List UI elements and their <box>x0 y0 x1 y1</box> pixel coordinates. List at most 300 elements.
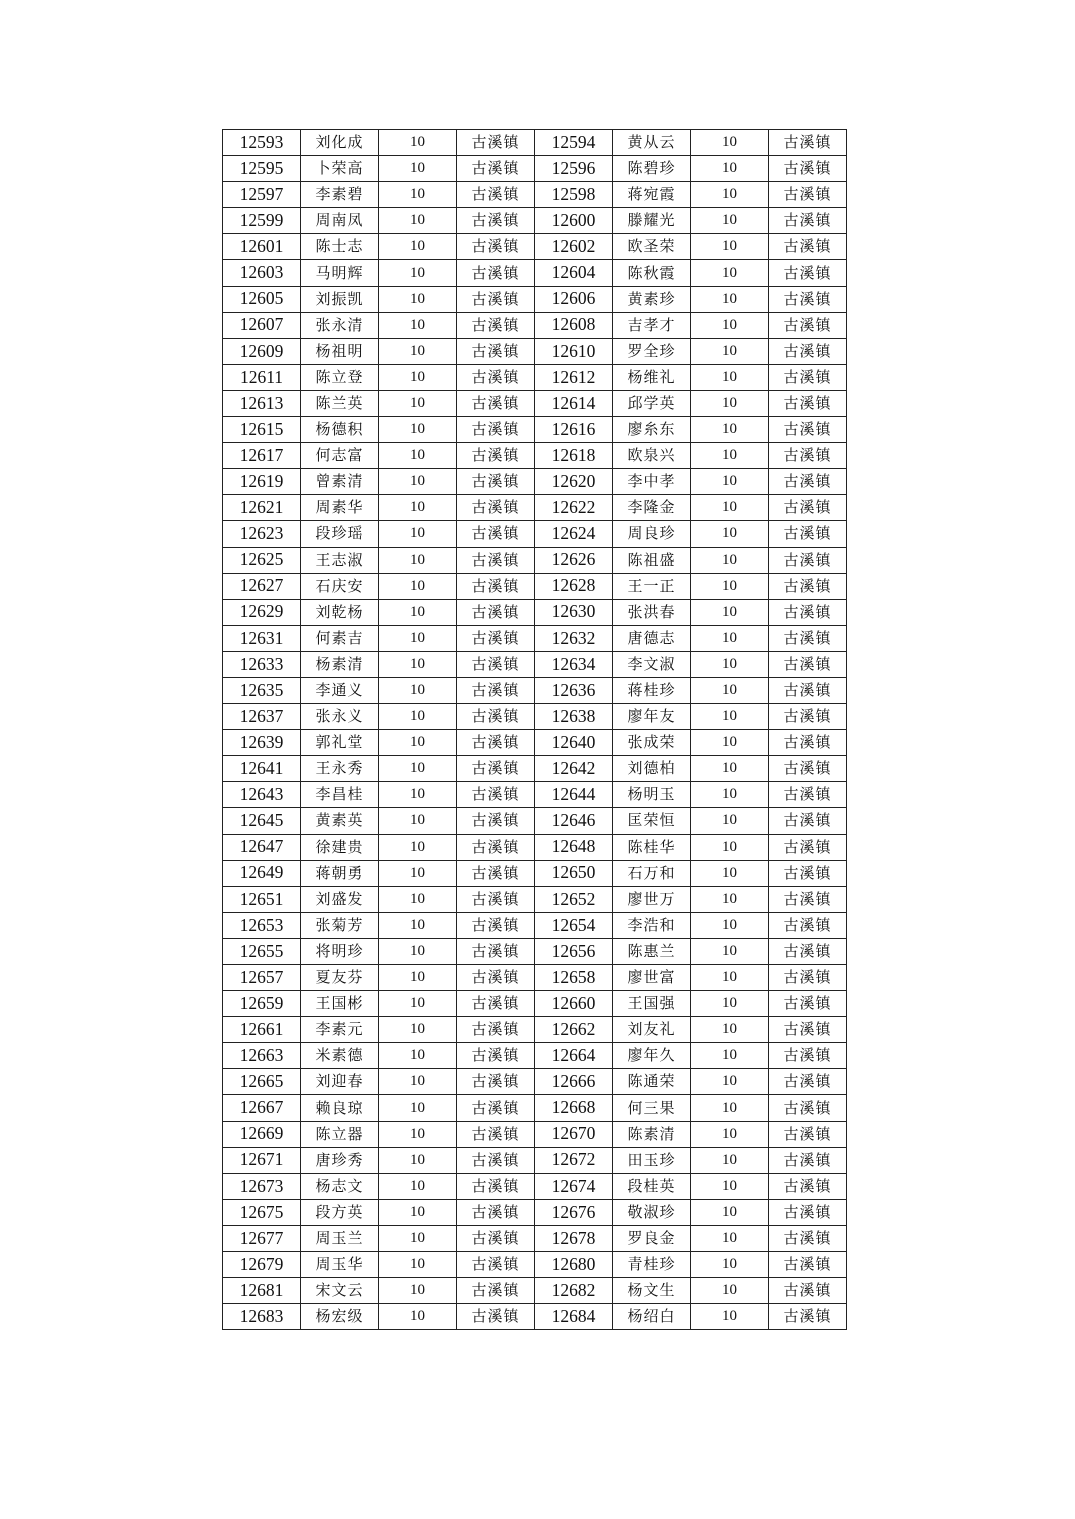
town-cell: 古溪镇 <box>457 547 535 573</box>
record-id-cell: 12597 <box>223 182 301 208</box>
amount-cell: 10 <box>379 1095 457 1121</box>
amount-cell: 10 <box>379 1121 457 1147</box>
record-id-cell: 12593 <box>223 130 301 156</box>
record-id-cell: 12645 <box>223 808 301 834</box>
amount-cell: 10 <box>379 182 457 208</box>
record-id-cell: 12622 <box>535 495 613 521</box>
table-row <box>223 1304 847 1330</box>
table-row <box>223 991 847 1017</box>
town-cell: 古溪镇 <box>769 1069 847 1095</box>
amount-cell: 10 <box>691 364 769 390</box>
town-cell: 古溪镇 <box>769 547 847 573</box>
record-id-cell: 12658 <box>535 965 613 991</box>
town-cell: 古溪镇 <box>769 390 847 416</box>
record-id-cell: 12619 <box>223 469 301 495</box>
table-row <box>223 756 847 782</box>
person-name-cell: 宋文云 <box>301 1278 379 1304</box>
amount-cell: 10 <box>379 704 457 730</box>
amount-cell: 10 <box>379 782 457 808</box>
town-cell: 古溪镇 <box>769 860 847 886</box>
record-id-cell: 12641 <box>223 756 301 782</box>
person-name-cell: 李素元 <box>301 1017 379 1043</box>
person-name-cell: 何素吉 <box>301 625 379 651</box>
person-name-cell: 匡荣恒 <box>613 808 691 834</box>
record-id-cell: 12673 <box>223 1173 301 1199</box>
person-name-cell: 滕耀光 <box>613 208 691 234</box>
person-name-cell: 陈秋霞 <box>613 260 691 286</box>
town-cell: 古溪镇 <box>457 730 535 756</box>
amount-cell: 10 <box>691 651 769 677</box>
person-name-cell: 杨德积 <box>301 417 379 443</box>
record-id-cell: 12606 <box>535 286 613 312</box>
record-id-cell: 12638 <box>535 704 613 730</box>
person-name-cell: 杨绍白 <box>613 1304 691 1330</box>
town-cell: 古溪镇 <box>457 782 535 808</box>
town-cell: 古溪镇 <box>457 1225 535 1251</box>
person-name-cell: 廖世万 <box>613 886 691 912</box>
town-cell: 古溪镇 <box>457 938 535 964</box>
town-cell: 古溪镇 <box>769 156 847 182</box>
town-cell: 古溪镇 <box>769 443 847 469</box>
table-row <box>223 782 847 808</box>
town-cell: 古溪镇 <box>457 808 535 834</box>
town-cell: 古溪镇 <box>457 234 535 260</box>
person-name-cell: 黄素英 <box>301 808 379 834</box>
amount-cell: 10 <box>379 938 457 964</box>
record-id-cell: 12600 <box>535 208 613 234</box>
town-cell: 古溪镇 <box>769 417 847 443</box>
table-row <box>223 260 847 286</box>
amount-cell: 10 <box>691 1225 769 1251</box>
town-cell: 古溪镇 <box>769 495 847 521</box>
record-id-cell: 12635 <box>223 677 301 703</box>
record-id-cell: 12682 <box>535 1278 613 1304</box>
town-cell: 古溪镇 <box>457 286 535 312</box>
town-cell: 古溪镇 <box>769 260 847 286</box>
person-name-cell: 杨明玉 <box>613 782 691 808</box>
amount-cell: 10 <box>691 338 769 364</box>
amount-cell: 10 <box>691 1173 769 1199</box>
person-name-cell: 廖糸东 <box>613 417 691 443</box>
town-cell: 古溪镇 <box>769 677 847 703</box>
amount-cell: 10 <box>691 808 769 834</box>
amount-cell: 10 <box>379 521 457 547</box>
amount-cell: 10 <box>691 417 769 443</box>
amount-cell: 10 <box>691 756 769 782</box>
amount-cell: 10 <box>691 991 769 1017</box>
amount-cell: 10 <box>691 1069 769 1095</box>
record-id-cell: 12630 <box>535 599 613 625</box>
amount-cell: 10 <box>691 312 769 338</box>
record-id-cell: 12640 <box>535 730 613 756</box>
record-id-cell: 12684 <box>535 1304 613 1330</box>
person-name-cell: 唐德志 <box>613 625 691 651</box>
record-id-cell: 12614 <box>535 390 613 416</box>
amount-cell: 10 <box>379 260 457 286</box>
town-cell: 古溪镇 <box>457 1043 535 1069</box>
person-name-cell: 刘迎春 <box>301 1069 379 1095</box>
record-id-cell: 12618 <box>535 443 613 469</box>
person-name-cell: 陈士志 <box>301 234 379 260</box>
person-name-cell: 石万和 <box>613 860 691 886</box>
town-cell: 古溪镇 <box>769 469 847 495</box>
amount-cell: 10 <box>691 938 769 964</box>
amount-cell: 10 <box>379 469 457 495</box>
person-name-cell: 廖世富 <box>613 965 691 991</box>
town-cell: 古溪镇 <box>457 1147 535 1173</box>
amount-cell: 10 <box>379 1017 457 1043</box>
record-id-cell: 12636 <box>535 677 613 703</box>
town-cell: 古溪镇 <box>457 704 535 730</box>
amount-cell: 10 <box>379 965 457 991</box>
record-id-cell: 12637 <box>223 704 301 730</box>
town-cell: 古溪镇 <box>457 390 535 416</box>
town-cell: 古溪镇 <box>457 573 535 599</box>
town-cell: 古溪镇 <box>769 1043 847 1069</box>
table-row <box>223 834 847 860</box>
person-name-cell: 刘德柏 <box>613 756 691 782</box>
record-id-cell: 12677 <box>223 1225 301 1251</box>
amount-cell: 10 <box>691 286 769 312</box>
person-name-cell: 李浩和 <box>613 912 691 938</box>
amount-cell: 10 <box>691 469 769 495</box>
record-id-cell: 12621 <box>223 495 301 521</box>
person-name-cell: 廖年久 <box>613 1043 691 1069</box>
table-row <box>223 338 847 364</box>
amount-cell: 10 <box>379 677 457 703</box>
record-id-cell: 12674 <box>535 1173 613 1199</box>
record-id-cell: 12601 <box>223 234 301 260</box>
record-id-cell: 12616 <box>535 417 613 443</box>
amount-cell: 10 <box>691 390 769 416</box>
record-id-cell: 12680 <box>535 1252 613 1278</box>
person-name-cell: 杨宏级 <box>301 1304 379 1330</box>
person-name-cell: 黄从云 <box>613 130 691 156</box>
table-row <box>223 469 847 495</box>
amount-cell: 10 <box>691 730 769 756</box>
table-row <box>223 1043 847 1069</box>
table-row <box>223 1252 847 1278</box>
town-cell: 古溪镇 <box>457 599 535 625</box>
town-cell: 古溪镇 <box>769 286 847 312</box>
person-name-cell: 郭礼堂 <box>301 730 379 756</box>
record-id-cell: 12669 <box>223 1121 301 1147</box>
town-cell: 古溪镇 <box>769 756 847 782</box>
town-cell: 古溪镇 <box>457 130 535 156</box>
amount-cell: 10 <box>379 912 457 938</box>
town-cell: 古溪镇 <box>769 965 847 991</box>
amount-cell: 10 <box>379 338 457 364</box>
amount-cell: 10 <box>379 599 457 625</box>
town-cell: 古溪镇 <box>769 808 847 834</box>
record-id-cell: 12662 <box>535 1017 613 1043</box>
person-name-cell: 陈祖盛 <box>613 547 691 573</box>
person-name-cell: 廖年友 <box>613 704 691 730</box>
town-cell: 古溪镇 <box>769 364 847 390</box>
table-row <box>223 730 847 756</box>
town-cell: 古溪镇 <box>457 364 535 390</box>
table-row <box>223 1017 847 1043</box>
record-id-cell: 12671 <box>223 1147 301 1173</box>
record-id-cell: 12648 <box>535 834 613 860</box>
record-id-cell: 12623 <box>223 521 301 547</box>
town-cell: 古溪镇 <box>457 1252 535 1278</box>
town-cell: 古溪镇 <box>769 599 847 625</box>
person-name-cell: 周南凤 <box>301 208 379 234</box>
amount-cell: 10 <box>379 886 457 912</box>
record-id-cell: 12634 <box>535 651 613 677</box>
table-row <box>223 156 847 182</box>
record-id-cell: 12656 <box>535 938 613 964</box>
table-row <box>223 886 847 912</box>
table-row <box>223 677 847 703</box>
town-cell: 古溪镇 <box>769 1199 847 1225</box>
person-name-cell: 田玉珍 <box>613 1147 691 1173</box>
amount-cell: 10 <box>691 208 769 234</box>
town-cell: 古溪镇 <box>457 1121 535 1147</box>
table-row <box>223 208 847 234</box>
person-name-cell: 陈立登 <box>301 364 379 390</box>
record-id-cell: 12678 <box>535 1225 613 1251</box>
table-row <box>223 808 847 834</box>
amount-cell: 10 <box>379 1252 457 1278</box>
person-name-cell: 欧圣荣 <box>613 234 691 260</box>
record-id-cell: 12663 <box>223 1043 301 1069</box>
amount-cell: 10 <box>379 312 457 338</box>
person-name-cell: 蒋朝勇 <box>301 860 379 886</box>
amount-cell: 10 <box>379 625 457 651</box>
record-id-cell: 12642 <box>535 756 613 782</box>
amount-cell: 10 <box>379 860 457 886</box>
town-cell: 古溪镇 <box>769 312 847 338</box>
table-row <box>223 1225 847 1251</box>
person-name-cell: 石庆安 <box>301 573 379 599</box>
person-name-cell: 张成荣 <box>613 730 691 756</box>
amount-cell: 10 <box>691 782 769 808</box>
person-name-cell: 刘乾杨 <box>301 599 379 625</box>
person-name-cell: 周素华 <box>301 495 379 521</box>
person-name-cell: 周玉兰 <box>301 1225 379 1251</box>
town-cell: 古溪镇 <box>457 495 535 521</box>
town-cell: 古溪镇 <box>769 1304 847 1330</box>
table-row <box>223 390 847 416</box>
amount-cell: 10 <box>691 860 769 886</box>
record-id-cell: 12613 <box>223 390 301 416</box>
town-cell: 古溪镇 <box>769 234 847 260</box>
town-cell: 古溪镇 <box>457 651 535 677</box>
town-cell: 古溪镇 <box>457 260 535 286</box>
town-cell: 古溪镇 <box>457 338 535 364</box>
town-cell: 古溪镇 <box>457 834 535 860</box>
record-id-cell: 12661 <box>223 1017 301 1043</box>
person-name-cell: 陈碧珍 <box>613 156 691 182</box>
record-id-cell: 12615 <box>223 417 301 443</box>
amount-cell: 10 <box>691 1252 769 1278</box>
table-row <box>223 312 847 338</box>
person-name-cell: 蒋桂珍 <box>613 677 691 703</box>
record-id-cell: 12668 <box>535 1095 613 1121</box>
town-cell: 古溪镇 <box>769 834 847 860</box>
record-id-cell: 12664 <box>535 1043 613 1069</box>
person-name-cell: 李素碧 <box>301 182 379 208</box>
table-row <box>223 521 847 547</box>
amount-cell: 10 <box>379 443 457 469</box>
town-cell: 古溪镇 <box>769 1121 847 1147</box>
record-id-cell: 12633 <box>223 651 301 677</box>
person-name-cell: 欧泉兴 <box>613 443 691 469</box>
town-cell: 古溪镇 <box>769 912 847 938</box>
person-name-cell: 陈素清 <box>613 1121 691 1147</box>
town-cell: 古溪镇 <box>769 573 847 599</box>
town-cell: 古溪镇 <box>457 1173 535 1199</box>
town-cell: 古溪镇 <box>769 1147 847 1173</box>
town-cell: 古溪镇 <box>769 521 847 547</box>
town-cell: 古溪镇 <box>457 860 535 886</box>
town-cell: 古溪镇 <box>769 338 847 364</box>
table-row <box>223 625 847 651</box>
person-name-cell: 杨维礼 <box>613 364 691 390</box>
table-row <box>223 1069 847 1095</box>
record-id-cell: 12594 <box>535 130 613 156</box>
table-row <box>223 1147 847 1173</box>
amount-cell: 10 <box>691 1147 769 1173</box>
town-cell: 古溪镇 <box>769 1173 847 1199</box>
person-name-cell: 黄素珍 <box>613 286 691 312</box>
amount-cell: 10 <box>691 625 769 651</box>
record-id-cell: 12602 <box>535 234 613 260</box>
amount-cell: 10 <box>379 1069 457 1095</box>
person-name-cell: 卜荣高 <box>301 156 379 182</box>
record-id-cell: 12629 <box>223 599 301 625</box>
person-name-cell: 张洪春 <box>613 599 691 625</box>
person-name-cell: 敬淑珍 <box>613 1199 691 1225</box>
record-id-cell: 12666 <box>535 1069 613 1095</box>
table-row <box>223 495 847 521</box>
person-name-cell: 李通义 <box>301 677 379 703</box>
town-cell: 古溪镇 <box>457 443 535 469</box>
record-id-cell: 12639 <box>223 730 301 756</box>
record-id-cell: 12675 <box>223 1199 301 1225</box>
person-name-cell: 邱学英 <box>613 390 691 416</box>
record-id-cell: 12626 <box>535 547 613 573</box>
person-name-cell: 罗良金 <box>613 1225 691 1251</box>
amount-cell: 10 <box>379 156 457 182</box>
table-row <box>223 130 847 156</box>
town-cell: 古溪镇 <box>769 208 847 234</box>
town-cell: 古溪镇 <box>457 677 535 703</box>
amount-cell: 10 <box>691 599 769 625</box>
table-row <box>223 1199 847 1225</box>
person-name-cell: 罗全珍 <box>613 338 691 364</box>
person-name-cell: 青桂珍 <box>613 1252 691 1278</box>
amount-cell: 10 <box>379 364 457 390</box>
town-cell: 古溪镇 <box>769 704 847 730</box>
table-row <box>223 1121 847 1147</box>
record-id-cell: 12660 <box>535 991 613 1017</box>
amount-cell: 10 <box>691 547 769 573</box>
town-cell: 古溪镇 <box>457 182 535 208</box>
amount-cell: 10 <box>691 912 769 938</box>
person-name-cell: 段方英 <box>301 1199 379 1225</box>
amount-cell: 10 <box>691 260 769 286</box>
table-row <box>223 417 847 443</box>
record-id-cell: 12605 <box>223 286 301 312</box>
record-id-cell: 12631 <box>223 625 301 651</box>
person-name-cell: 张永义 <box>301 704 379 730</box>
amount-cell: 10 <box>379 651 457 677</box>
person-name-cell: 刘盛发 <box>301 886 379 912</box>
person-name-cell: 陈通荣 <box>613 1069 691 1095</box>
table-row <box>223 912 847 938</box>
amount-cell: 10 <box>691 704 769 730</box>
town-cell: 古溪镇 <box>769 1017 847 1043</box>
town-cell: 古溪镇 <box>457 208 535 234</box>
town-cell: 古溪镇 <box>769 130 847 156</box>
town-cell: 古溪镇 <box>457 1095 535 1121</box>
amount-cell: 10 <box>691 1121 769 1147</box>
person-name-cell: 何志富 <box>301 443 379 469</box>
person-name-cell: 杨祖明 <box>301 338 379 364</box>
amount-cell: 10 <box>379 573 457 599</box>
person-name-cell: 张永清 <box>301 312 379 338</box>
roster-table <box>222 129 847 1330</box>
person-name-cell: 李隆金 <box>613 495 691 521</box>
amount-cell: 10 <box>379 1173 457 1199</box>
town-cell: 古溪镇 <box>457 886 535 912</box>
amount-cell: 10 <box>691 1199 769 1225</box>
record-id-cell: 12628 <box>535 573 613 599</box>
record-id-cell: 12604 <box>535 260 613 286</box>
record-id-cell: 12643 <box>223 782 301 808</box>
person-name-cell: 张菊芳 <box>301 912 379 938</box>
roster-body <box>223 130 847 1330</box>
table-row <box>223 1278 847 1304</box>
person-name-cell: 吉孝才 <box>613 312 691 338</box>
person-name-cell: 杨文生 <box>613 1278 691 1304</box>
town-cell: 古溪镇 <box>457 756 535 782</box>
town-cell: 古溪镇 <box>457 991 535 1017</box>
record-id-cell: 12670 <box>535 1121 613 1147</box>
record-id-cell: 12647 <box>223 834 301 860</box>
town-cell: 古溪镇 <box>769 1278 847 1304</box>
amount-cell: 10 <box>379 1199 457 1225</box>
record-id-cell: 12610 <box>535 338 613 364</box>
record-id-cell: 12676 <box>535 1199 613 1225</box>
table-row <box>223 364 847 390</box>
person-name-cell: 李昌桂 <box>301 782 379 808</box>
amount-cell: 10 <box>691 182 769 208</box>
town-cell: 古溪镇 <box>457 1278 535 1304</box>
table-row <box>223 443 847 469</box>
person-name-cell: 将明珍 <box>301 938 379 964</box>
record-id-cell: 12596 <box>535 156 613 182</box>
town-cell: 古溪镇 <box>769 1252 847 1278</box>
town-cell: 古溪镇 <box>769 730 847 756</box>
table-row <box>223 965 847 991</box>
amount-cell: 10 <box>379 756 457 782</box>
amount-cell: 10 <box>691 573 769 599</box>
person-name-cell: 陈立器 <box>301 1121 379 1147</box>
record-id-cell: 12679 <box>223 1252 301 1278</box>
person-name-cell: 杨志文 <box>301 1173 379 1199</box>
table-row <box>223 286 847 312</box>
record-id-cell: 12608 <box>535 312 613 338</box>
person-name-cell: 周玉华 <box>301 1252 379 1278</box>
person-name-cell: 周良珍 <box>613 521 691 547</box>
amount-cell: 10 <box>691 521 769 547</box>
person-name-cell: 段桂英 <box>613 1173 691 1199</box>
record-id-cell: 12625 <box>223 547 301 573</box>
